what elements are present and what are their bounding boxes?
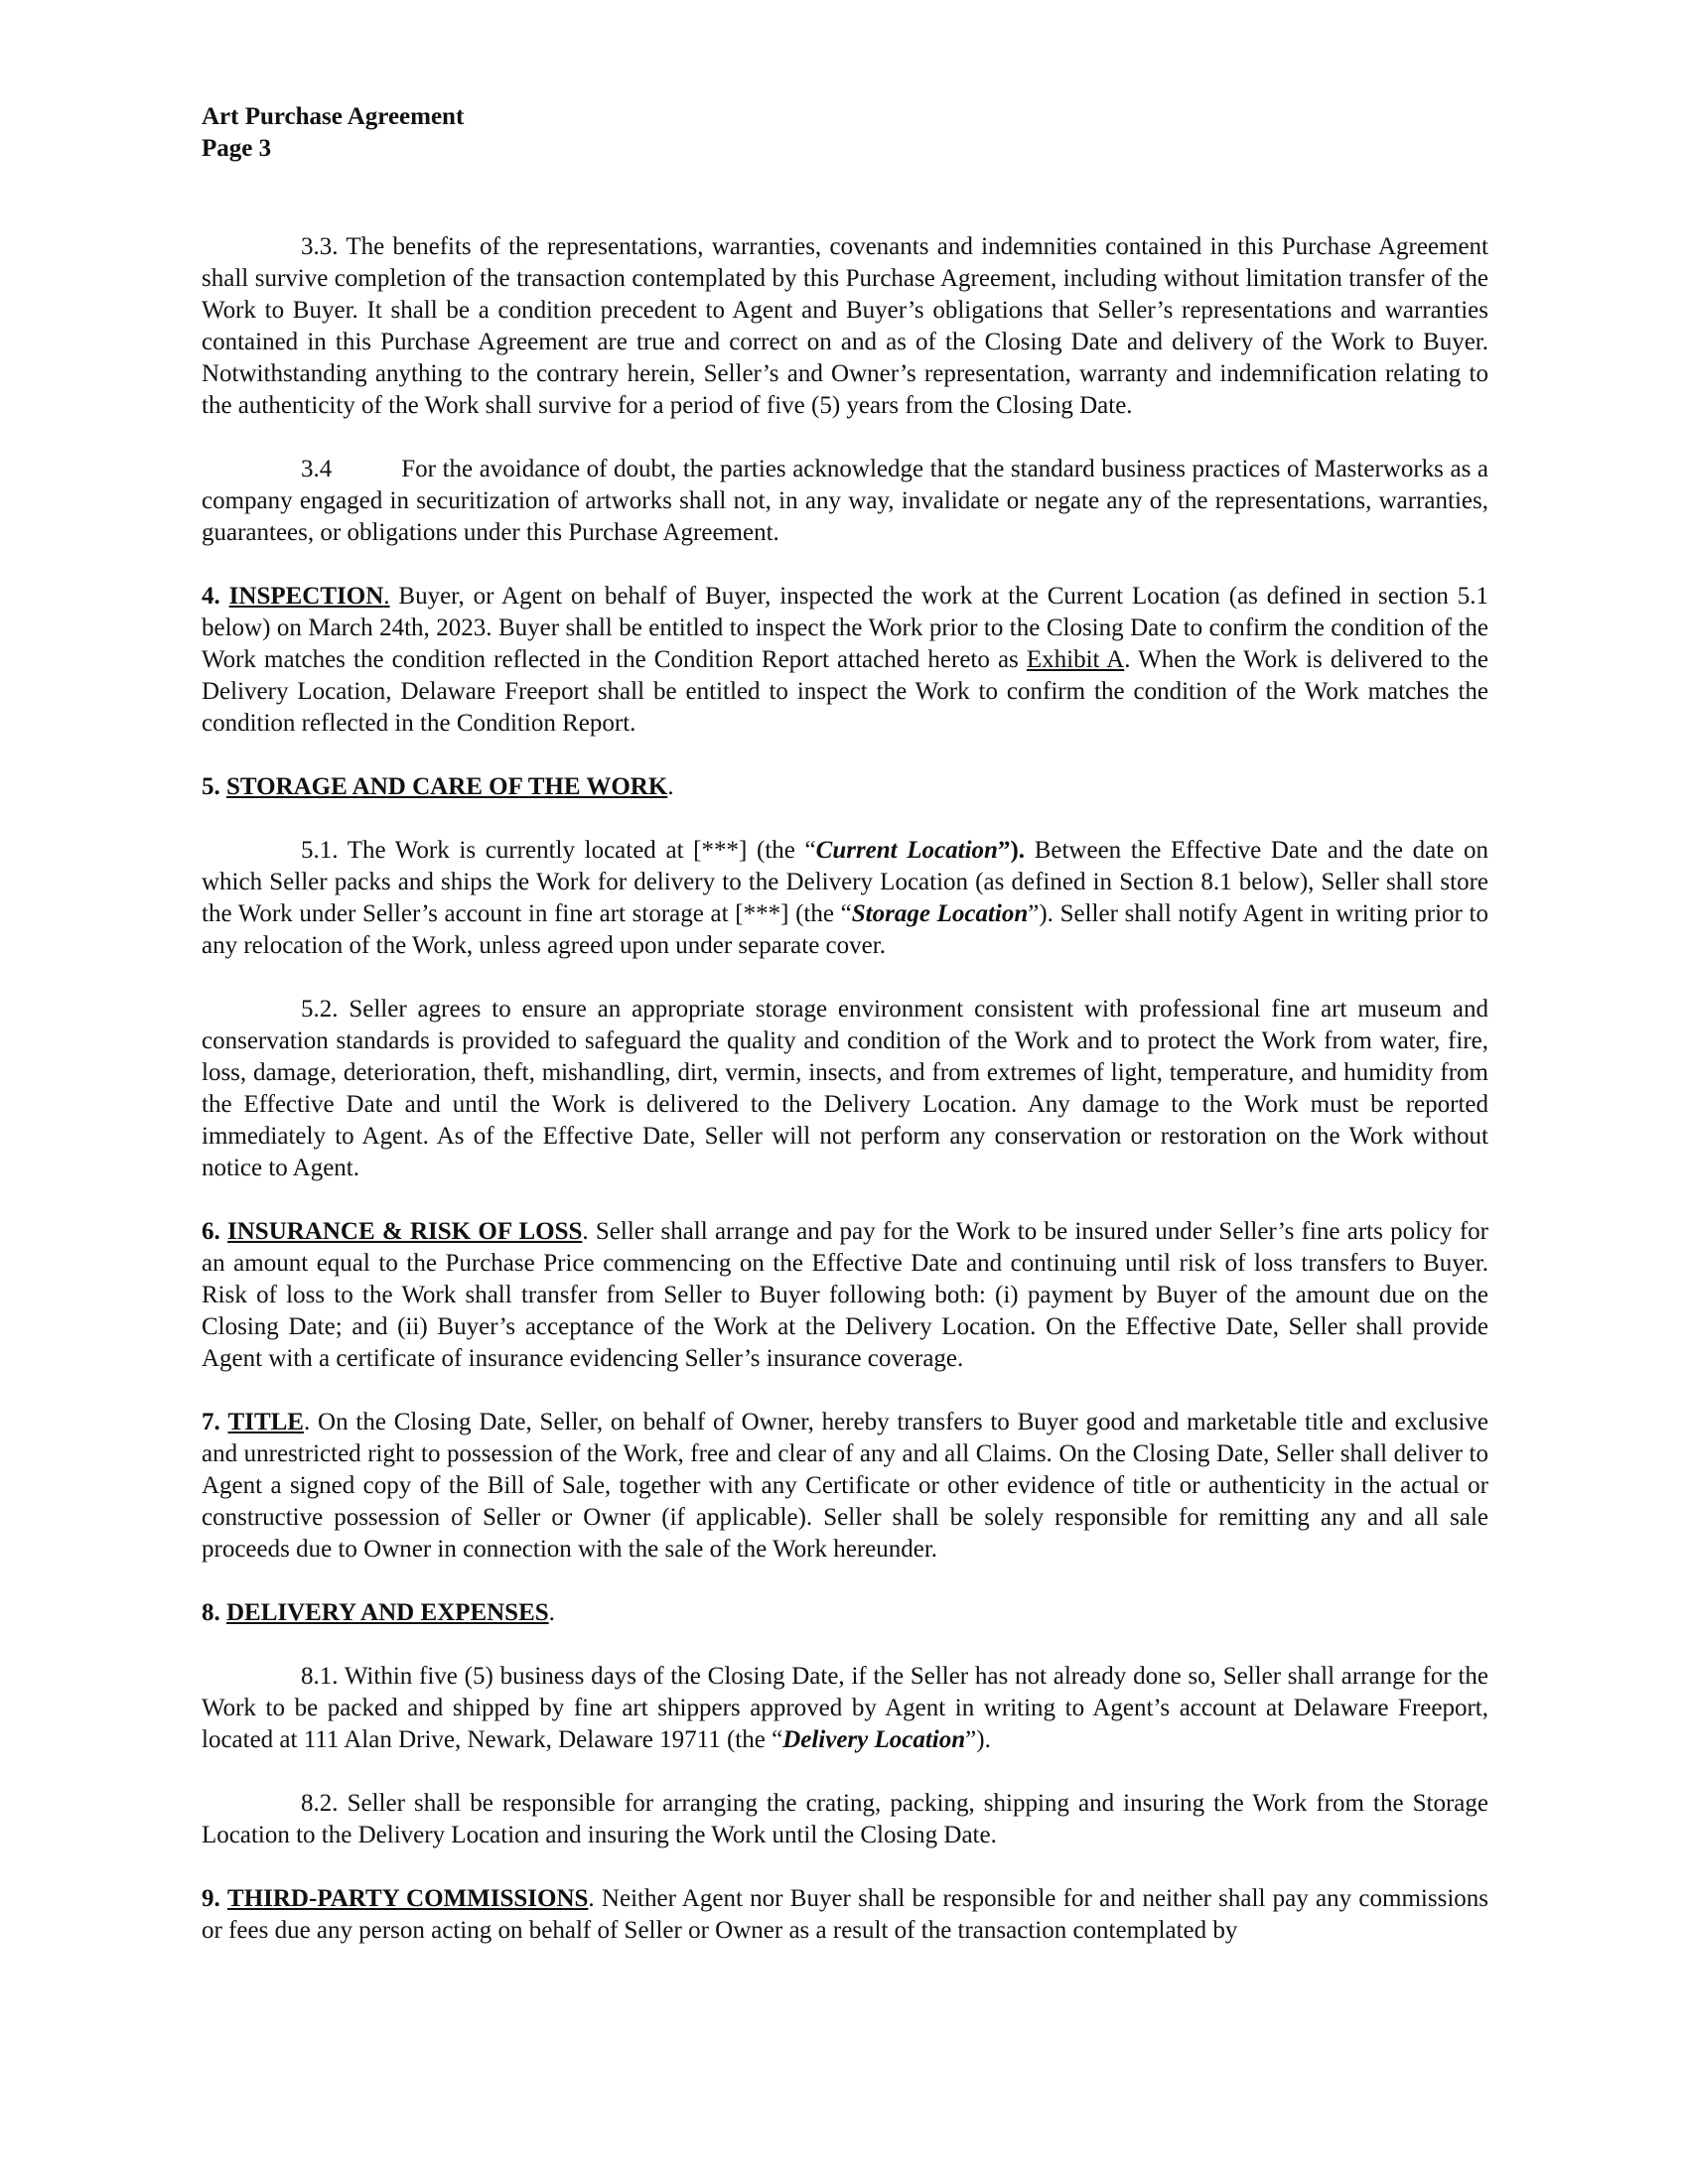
section-4-text-b: . When the Work is delivered to the Delivery Location, Delaware Freeport shall be entitled to inspect the Work to confirm the condition of the Work matches the condition reflected in the Condition Report. (202, 646, 1488, 737)
section-9-commissions (202, 1883, 1488, 1947)
paragraph-3-4-number: 3.4 (301, 456, 333, 482)
section-9-text: . Neither Agent nor Buyer shall be responsible for and neither shall pay any commissions or fees due any person acting on behalf of Seller or Owner as a result of the transaction contemplated by (202, 1885, 1488, 1944)
paragraph-5-1-close: ”). (997, 837, 1026, 864)
term-current-location: Current Location (815, 837, 998, 864)
paragraph-5-2-text: 5.2. Seller agrees to ensure an appropriate storage environment consistent with professional fine art museum and conservation standards is provided to safeguard the quality and condition of the Work and to protect the Work from water, fire, loss, damage, deterioration, theft, mishandling, dirt, vermin, insects, and from extremes of light, temperature, and humidity from the Effective Date and until the Work is delivered to the Delivery Location. Any damage to the Work must be reported immediately to Agent. As of the Effective Date, Seller will not perform any conservation or restoration on the Work without notice to Agent. (202, 996, 1488, 1181)
section-7-text: . On the Closing Date, Seller, on behalf of Owner, hereby transfers to Buyer good and marketable title and exclusive and unrestricted right to possession of the Work, free and clear of any and all Claims. On the Closing Date, Seller shall deliver to Agent a signed copy of the Bill of Sale, together with any Certificate or other evidence of title or authenticity in the actual or constructive possession of Seller or Owner (if applicable). Seller shall be solely responsible for remitting any and all sale proceeds due to Owner in connection with the sale of the Work hereunder. (202, 1409, 1488, 1563)
section-9-title: THIRD-PARTY COMMISSIONS (227, 1885, 589, 1912)
paragraph-3-4-text: For the avoidance of doubt, the parties acknowledge that the standard business practices of Masterworks as a company engaged in securitization of artworks shall not, in any way, invalidate or negate any of the representations, warranties, guarantees, or obligations under this Purchase Agreement. (202, 456, 1488, 546)
section-5-number: 5. (202, 773, 220, 800)
paragraph-8-1-text-b: ”). (965, 1726, 991, 1753)
section-8-title: DELIVERY AND EXPENSES (226, 1599, 549, 1626)
section-7-title (202, 1407, 1488, 1566)
section-7-heading: TITLE (227, 1409, 304, 1435)
paragraph-3-4 (202, 454, 1488, 549)
paragraph-8-1 (202, 1661, 1488, 1756)
section-8-number: 8. (202, 1599, 220, 1626)
paragraph-5-1-text-c: ”). Seller shall notify Agent in writing prior to any relocation of the Work, unless agreed upon under separate cover. (202, 900, 1489, 959)
section-5-heading (202, 771, 1488, 803)
term-delivery-location: Delivery Location (782, 1726, 966, 1753)
page-number: Page 3 (202, 135, 272, 162)
exhibit-a-reference: Exhibit A (1026, 646, 1125, 673)
section-6-insurance (202, 1216, 1488, 1375)
section-4-title-punct: . (383, 583, 390, 610)
page-header (202, 101, 464, 165)
section-5-title: STORAGE AND CARE OF THE WORK (226, 773, 668, 800)
section-6-text: . Seller shall arrange and pay for the Work to be insured under Seller’s fine arts policy for an amount equal to the Purchase Price commencing on the Effective Date and continuing until risk of loss transfers to Buyer. Risk of loss to the Work shall transfer from Seller to Buyer following both: (i) payment by Buyer of the amount due on the Closing Date; and (ii) Buyer’s acceptance of the Work at the Delivery Location. On the Effective Date, Seller shall provide Agent with a certificate of insurance evidencing Seller’s insurance coverage. (202, 1218, 1488, 1372)
document-body (202, 231, 1488, 1947)
paragraph-8-1-text-a: 8.1. Within five (5) business days of the Closing Date, if the Seller has not already done so, Seller shall arrange for the Work to be packed and shipped by fine art shippers approved by Agent in writing to Agent’s account at Delaware Freeport, located at 111 Alan Drive, Newark, Delaware 19711 (the “ (202, 1663, 1488, 1753)
section-8-title-punct: . (548, 1599, 555, 1626)
section-4-text-a: Buyer, or Agent on behalf of Buyer, inspected the work at the Current Location (as defined in section 5.1 below) on March 24th, 2023. Buyer shall be entitled to inspect the Work prior to the Closing Date to confirm the condition of the Work matches the condition reflected in the Condition Report attached hereto as (202, 583, 1488, 673)
section-8-heading (202, 1597, 1488, 1629)
section-7-number: 7. (202, 1409, 220, 1435)
term-storage-location: Storage Location (851, 900, 1029, 927)
paragraph-5-2 (202, 994, 1488, 1184)
document-title: Art Purchase Agreement (202, 103, 465, 130)
paragraph-8-2 (202, 1788, 1488, 1851)
section-5-title-punct: . (667, 773, 674, 800)
section-4-title: INSPECTION (228, 583, 384, 610)
section-4-inspection (202, 581, 1488, 740)
paragraph-8-2-text: 8.2. Seller shall be responsible for arranging the crating, packing, shipping and insuring the Work from the Storage Location to the Delivery Location and insuring the Work until the Closing Date. (202, 1790, 1488, 1848)
section-9-number: 9. (202, 1885, 220, 1912)
paragraph-5-1 (202, 835, 1488, 962)
paragraph-3-3-text: 3.3. The benefits of the representations, warranties, covenants and indemnities contained in this Purchase Agreement shall survive completion of the transaction contemplated by this Purchase Agreement, including without limitation transfer of the Work to Buyer. It shall be a condition precedent to Agent and Buyer’s obligations that Seller’s representations and warranties contained in this Purchase Agreement are true and correct on and as of the Closing Date and delivery of the Work to Buyer. Notwithstanding anything to the contrary herein, Seller’s and Owner’s representation, warranty and indemnification relating to the authenticity of the Work shall survive for a period of five (5) years from the Closing Date. (202, 233, 1488, 419)
section-6-title: INSURANCE & RISK OF LOSS (227, 1218, 583, 1245)
paragraph-5-1-text-a: 5.1. The Work is currently located at [***] (the “ (301, 837, 816, 864)
paragraph-5-1-text-b: Between the Effective Date and the date on which Seller packs and ships the Work for delivery to the Delivery Location (as defined in Section 8.1 below), Seller shall store the Work under Seller’s account in fine art storage at [***] (the “ (202, 837, 1488, 927)
paragraph-3-3 (202, 231, 1488, 422)
section-4-number: 4. (202, 583, 220, 610)
section-6-number: 6. (202, 1218, 220, 1245)
